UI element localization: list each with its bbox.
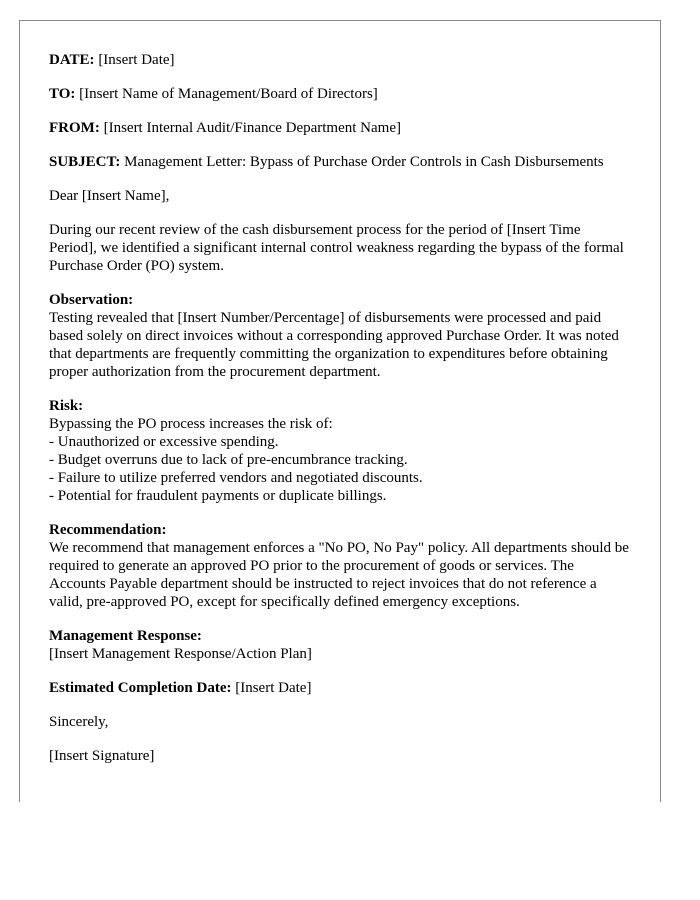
to-value: [Insert Name of Management/Board of Directors] — [79, 86, 378, 102]
risk-item: - Budget overruns due to lack of pre-encumbrance tracking. — [49, 452, 408, 468]
subject-value: Management Letter: Bypass of Purchase Order Controls in Cash Disbursements — [124, 154, 604, 170]
recommendation-heading: Recommendation: — [49, 522, 167, 538]
from-line — [49, 119, 630, 137]
completion-line — [49, 679, 630, 697]
risk-item: - Failure to utilize preferred vendors and negotiated discounts. — [49, 470, 423, 486]
subject-line — [49, 153, 630, 171]
subject-label: SUBJECT: — [49, 154, 121, 170]
from-label: FROM: — [49, 120, 100, 136]
completion-value: [Insert Date] — [235, 680, 312, 696]
management-response-text: [Insert Management Response/Action Plan] — [49, 646, 312, 662]
to-line — [49, 85, 630, 103]
observation-heading: Observation: — [49, 292, 134, 308]
risk-intro: Bypassing the PO process increases the risk of: — [49, 416, 333, 432]
management-response-heading: Management Response: — [49, 628, 202, 644]
date-label: DATE: — [49, 52, 95, 68]
completion-label: Estimated Completion Date: — [49, 680, 232, 696]
signature: [Insert Signature] — [49, 748, 155, 764]
risk-section — [49, 397, 630, 505]
observation-text: Testing revealed that [Insert Number/Percentage] of disbursements were processed and paid based solely on direct invoices without a corresponding approved Purchase Order. It was noted that departments are frequently committing the organization to expenditures before obtaining proper authorization from the procurement department. — [49, 310, 619, 380]
management-response-section — [49, 627, 630, 663]
letter-page — [19, 20, 661, 802]
date-line — [49, 51, 630, 69]
recommendation-section — [49, 521, 630, 611]
date-value: [Insert Date] — [98, 52, 175, 68]
risk-item: - Potential for fraudulent payments or duplicate billings. — [49, 488, 387, 504]
observation-section — [49, 291, 630, 381]
salutation: Dear [Insert Name], — [49, 188, 170, 204]
closing: Sincerely, — [49, 714, 109, 730]
risk-heading: Risk: — [49, 398, 84, 414]
from-value: [Insert Internal Audit/Finance Department Name] — [103, 120, 401, 136]
intro-paragraph: During our recent review of the cash disbursement process for the period of [Insert Time Period], we identified a significant internal control weakness regarding the bypass of the formal Purchase Order (PO) system. — [49, 222, 624, 274]
recommendation-text: We recommend that management enforces a "No PO, No Pay" policy. All departments should be required to generate an approved PO prior to the procurement of goods or services. The Accounts Payable department should be instructed to reject invoices that do not reference a valid, pre-approved PO, except for specifically defined emergency exceptions. — [49, 540, 629, 610]
risk-item: - Unauthorized or excessive spending. — [49, 434, 279, 450]
to-label: TO: — [49, 86, 76, 102]
